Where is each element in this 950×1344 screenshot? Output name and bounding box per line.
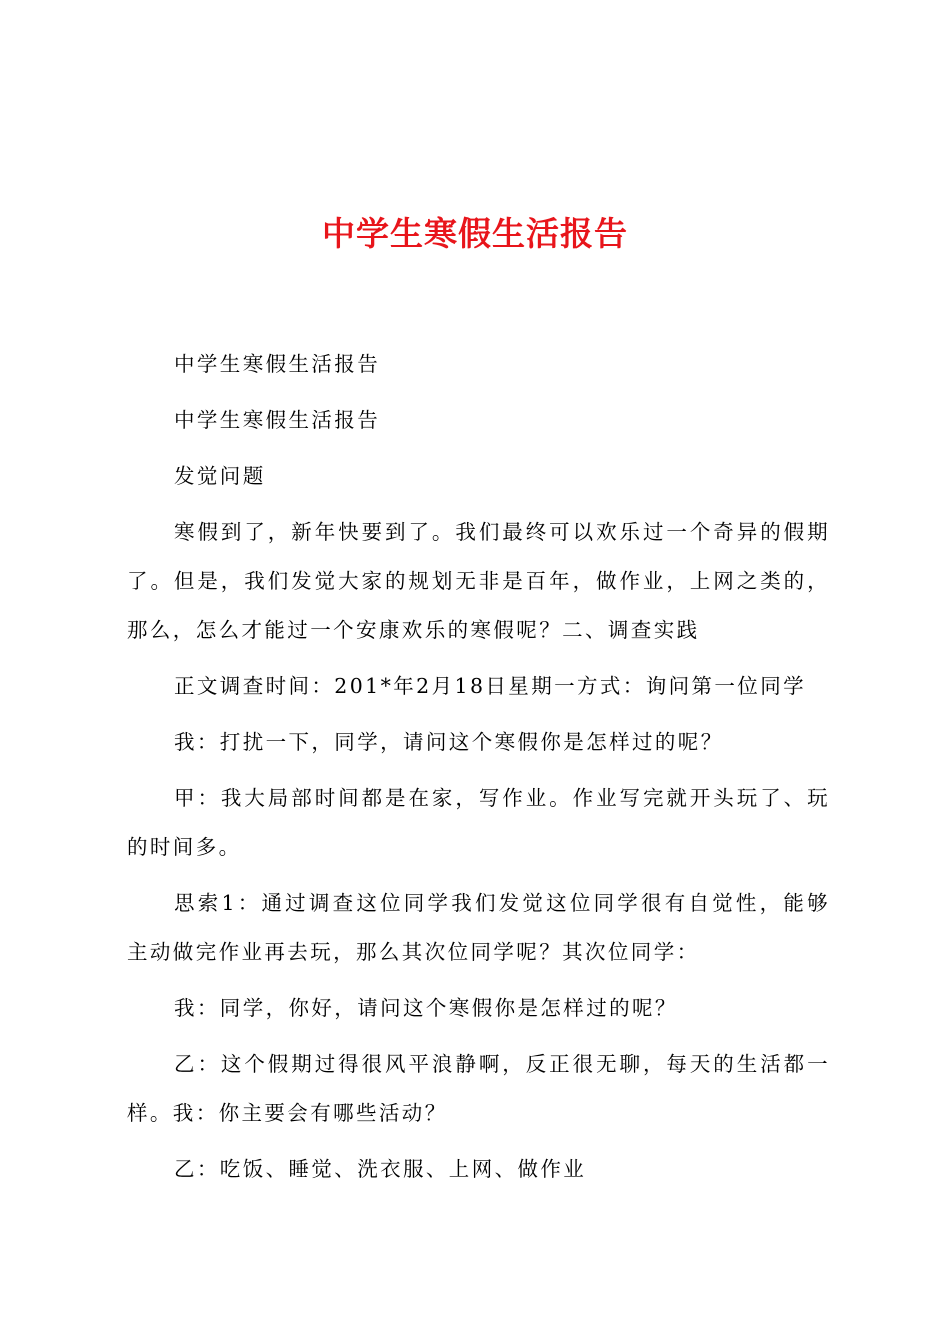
paragraph-question-2: 我：同学，你好，请问这个寒假你是怎样过的呢？: [174, 996, 678, 1020]
paragraph-heading-1: 中学生寒假生活报告: [174, 352, 381, 376]
paragraph-heading-2: 中学生寒假生活报告: [174, 408, 381, 432]
paragraph-intro: 寒假到了，新年快要到了。我们最终可以欢乐过一个奇异的假期了。但是，我们发觉大家的规划无非是百年，做作业，上网之类的，那么，怎么才能过一个安康欢乐的寒假呢？二、调查实践: [127, 520, 830, 642]
paragraph-answer-1: 甲：我大局部时间都是在家，写作业。作业写完就开头玩了、玩的时间多。: [127, 786, 830, 859]
document-title: 中学生寒假生活报告: [322, 214, 628, 253]
paragraph-reflection-1: 思索1：通过调查这位同学我们发觉这位同学很有自觉性，能够主动做完作业再去玩，那么其次位同学呢？其次位同学：: [127, 891, 830, 964]
paragraph-question-1: 我：打扰一下，同学，请问这个寒假你是怎样过的呢？: [174, 730, 724, 754]
paragraph-answer-2: 乙：这个假期过得很风平浪静啊，反正很无聊，每天的生活都一样。我：你主要会有哪些活动？: [127, 1052, 830, 1125]
document-body: [127, 340, 830, 1201]
paragraph-answer-3: 乙：吃饭、睡觉、洗衣服、上网、做作业: [174, 1157, 587, 1181]
paragraph-survey-info: 正文调查时间：201*年2月18日星期一方式：询问第一位同学: [174, 674, 807, 698]
paragraph-section-title: 发觉问题: [174, 464, 266, 488]
